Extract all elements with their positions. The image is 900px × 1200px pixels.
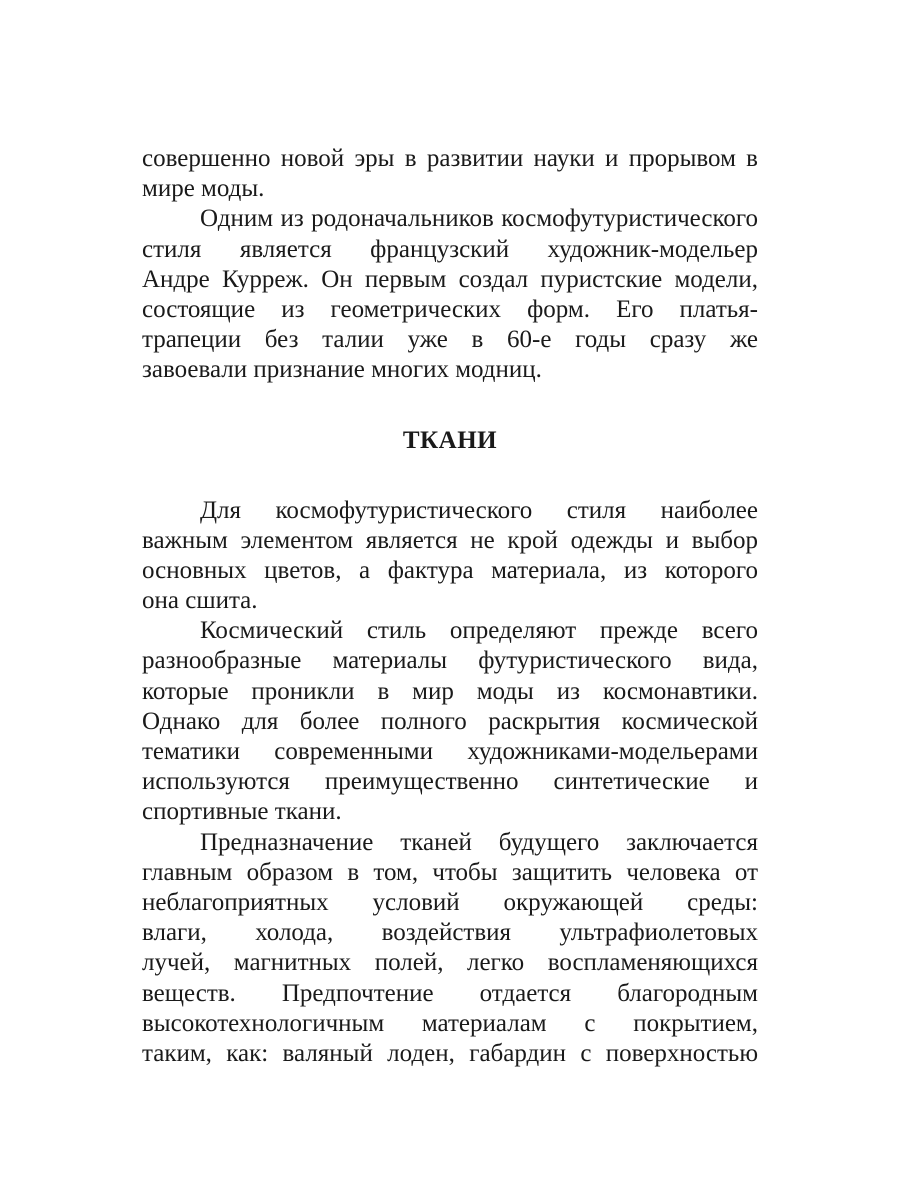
text-line: Космический стиль определяют прежде всего bbox=[200, 617, 758, 645]
text-line: завоевали признание многих модниц. bbox=[142, 356, 542, 384]
paragraph-courreges bbox=[142, 204, 758, 385]
text-line: таким, как: валяный лоден, габардин с поверхностью bbox=[142, 1039, 758, 1067]
text-line: Для космофутуристического стиля наиболее bbox=[200, 496, 758, 524]
text-line: мире моды. bbox=[142, 175, 265, 203]
text-line: высокотехнологичным материалам с покрытием, bbox=[142, 1009, 758, 1037]
paragraph-purpose bbox=[142, 828, 758, 1070]
text-line: веществ. Предпочтение отдается благородным bbox=[142, 979, 758, 1007]
text-line: важным элементом является не крой одежды и выбор bbox=[142, 526, 758, 554]
text-line: состоящие из геометрических форм. Его платья- bbox=[142, 295, 758, 323]
paragraph-texture bbox=[142, 496, 758, 617]
text-line: Однако для более полного раскрытия космической bbox=[142, 707, 758, 735]
text-line: тематики современными художниками-модельерами bbox=[142, 738, 758, 765]
text-line: разнообразные материалы футуристического вида, bbox=[142, 647, 758, 675]
text-line: используются преимущественно синтетические и bbox=[142, 768, 758, 796]
text-line: стиля является французский художник-модельер bbox=[142, 235, 758, 263]
paragraph-intro-end bbox=[142, 144, 758, 204]
page-content bbox=[142, 144, 758, 1069]
text-line: Предназначение тканей будущего заключается bbox=[200, 828, 758, 856]
text-line: совершенно новой эры в развитии науки и прорывом в bbox=[142, 145, 758, 172]
text-line: лучей, магнитных полей, легко воспламеняющихся bbox=[142, 949, 758, 977]
text-line: главным образом в том, чтобы защитить человека от bbox=[142, 858, 758, 886]
text-line: спортивные ткани. bbox=[142, 798, 342, 826]
paragraph-materials bbox=[142, 616, 758, 827]
text-line: неблагоприятных условий окружающей среды: bbox=[142, 888, 758, 916]
text-line: которые проникли в мир моды из космонавтики. bbox=[142, 677, 758, 705]
text-line: она сшита. bbox=[142, 587, 258, 615]
text-line: основных цветов, а фактура материала, из которого bbox=[142, 556, 758, 584]
text-line: влаги, холода, воздействия ультрафиолетовых bbox=[142, 919, 758, 947]
text-line: Одним из родоначальников космофутуристического bbox=[200, 205, 758, 233]
section-heading: ТКАНИ bbox=[402, 426, 498, 454]
text-line: трапеции без талии уже в 60-е годы сразу же bbox=[142, 326, 758, 354]
text-line: Андре Курреж. Он первым создал пуристские модели, bbox=[142, 265, 758, 293]
